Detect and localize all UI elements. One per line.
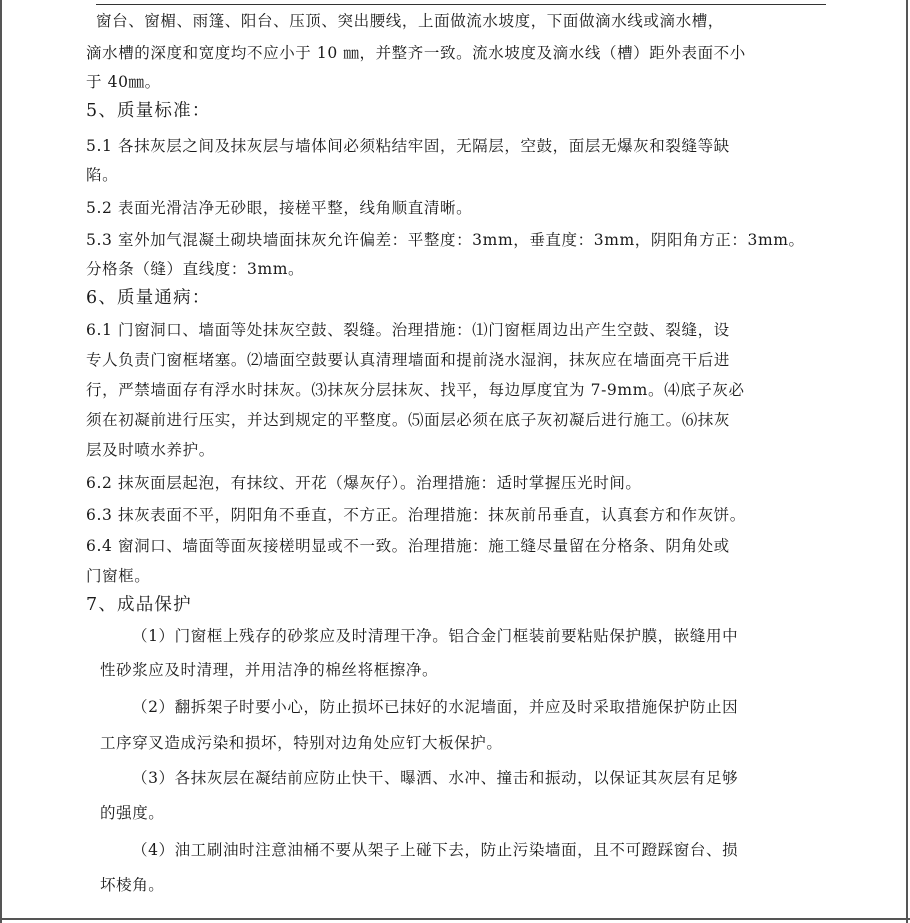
text-line: 6.4 窗洞口、墙面等面灰接槎明显或不一致。治理措施：施工缝尽量留在分格条、阴角处或 <box>86 537 730 555</box>
text-line: 5.1 各抹灰层之间及抹灰层与墙体间必须粘结牢固，无隔层，空鼓，面层无爆灰和裂缝等缺 <box>86 137 730 155</box>
text-line: 于 40㎜。 <box>86 73 161 91</box>
text-line: 分格条（缝）直线度：3mm。 <box>86 260 305 278</box>
section-heading: 7、成品保护 <box>86 595 192 615</box>
text-line: 门窗框。 <box>86 567 151 585</box>
section-heading: 5、质量标准： <box>86 101 211 121</box>
text-line: 须在初凝前进行压实，并达到规定的平整度。⑸面层必须在底子灰初凝后进行施工。⑹抹灰 <box>86 411 731 429</box>
text-line: 5.2 表面光滑洁净无砂眼，接槎平整，线角顺直清晰。 <box>86 199 473 217</box>
text-line: 行，严禁墙面存有浮水时抹灰。⑶抹灰分层抹灰、找平，每边厚度宜为 7-9mm。⑷底子灰必 <box>86 381 745 399</box>
text-line: 性砂浆应及时清理，并用洁净的棉丝将框擦净。 <box>100 661 439 679</box>
text-line: 陷。 <box>86 166 119 184</box>
text-line: 6.3 抹灰表面不平，阴阳角不垂直，不方正。治理措施：抹灰前吊垂直，认真套方和作灰饼。 <box>86 506 746 524</box>
text-line: 滴水槽的深度和宽度均不应小于 10 ㎜，并整齐一致。流水坡度及滴水线（槽）距外表面不小 <box>86 44 746 62</box>
text-line: 6.2 抹灰面层起泡，有抹纹、开花（爆灰仔）。治理措施：适时掌握压光时间。 <box>86 474 642 492</box>
text-line: 层及时喷水养护。 <box>86 441 215 459</box>
text-line: 6.1 门窗洞口、墙面等处抹灰空鼓、裂缝。治理措施：⑴门窗框周边出产生空鼓、裂缝，设 <box>86 321 730 339</box>
text-line: （3）各抹灰层在凝结前应防止快干、曝洒、水冲、撞击和振动，以保证其灰层有足够 <box>132 769 739 787</box>
text-line: 的强度。 <box>100 804 165 822</box>
text-line: 窗台、窗楣、雨篷、阳台、压顶、突出腰线，上面做流水坡度，下面做滴水线或滴水槽， <box>96 12 724 30</box>
top-rule <box>96 4 826 5</box>
text-line: （4）油工刷油时注意油桶不要从架子上碰下去，防止污染墙面，且不可蹬踩窗台、损 <box>132 841 739 859</box>
text-line: （1）门窗框上残存的砂浆应及时清理干净。铝合金门框装前要粘贴保护膜，嵌缝用中 <box>132 627 739 645</box>
text-line: 专人负责门窗框堵塞。⑵墙面空鼓要认真清理墙面和提前浇水湿润，抹灰应在墙面亮干后进 <box>86 351 731 369</box>
text-line: 坏棱角。 <box>100 876 165 894</box>
text-line: （2）翻拆架子时要小心，防止损坏已抹好的水泥墙面，并应及时采取措施保护防止因 <box>132 698 739 716</box>
page-right-border <box>906 0 908 923</box>
page-bottom-border <box>0 918 910 920</box>
page-left-border <box>0 0 2 923</box>
text-line: 5.3 室外加气混凝土砌块墙面抹灰允许偏差：平整度：3mm，垂直度：3mm，阴阳角方正：3mm。 <box>86 231 805 249</box>
section-heading: 6、质量通病： <box>86 288 211 308</box>
text-line: 工序穿叉造成污染和损坏，特别对边角处应钉大板保护。 <box>100 734 503 752</box>
